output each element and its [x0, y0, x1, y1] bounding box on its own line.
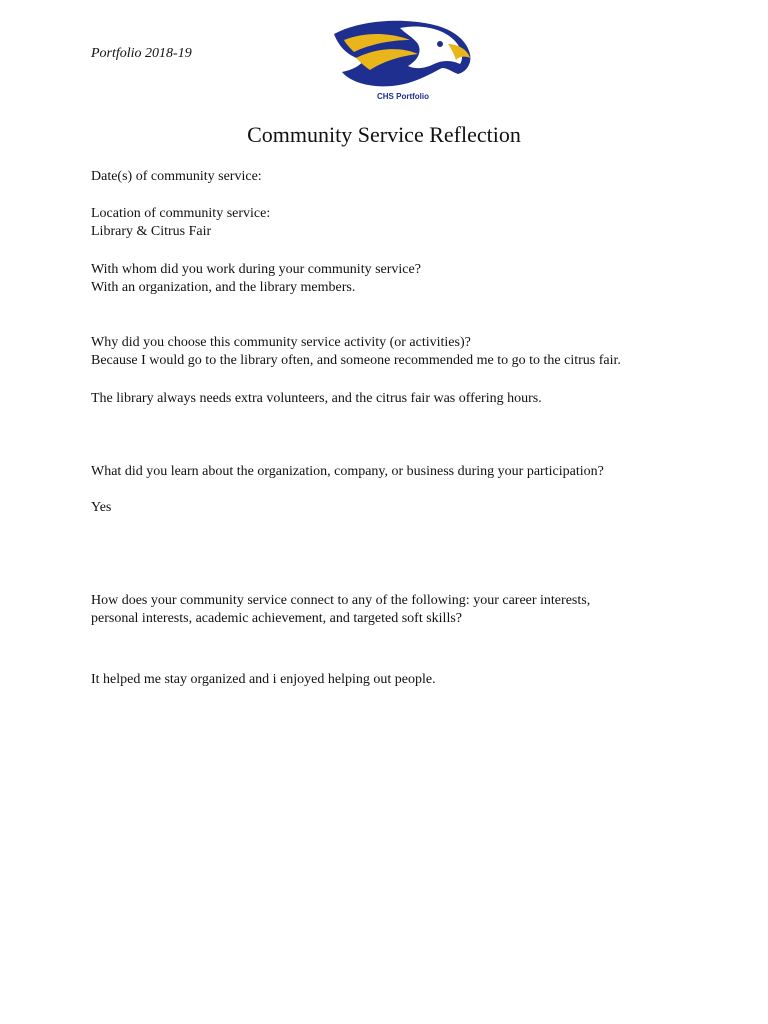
logo-caption: CHS Portfolio — [377, 92, 429, 101]
portfolio-year-label: Portfolio 2018-19 — [91, 46, 192, 61]
question-reason-answer-2: The library always needs extra volunteers, and the citrus fair was offering hours. — [91, 391, 542, 406]
question-partners-answer: With an organization, and the library members. — [91, 280, 356, 295]
question-reason-prompt: Why did you choose this community service activity (or activities)? — [91, 335, 471, 350]
question-location-prompt: Location of community service: — [91, 206, 271, 221]
eagle-logo — [330, 14, 476, 106]
question-connection-prompt-line-1: How does your community service connect to any of the following: your career interests, — [91, 593, 591, 608]
question-location-answer: Library & Citrus Fair — [91, 224, 212, 239]
eagle-head-icon — [330, 14, 476, 94]
question-learned-prompt: What did you learn about the organization, company, or business during your participation? — [91, 464, 604, 479]
question-connection-prompt-line-2: personal interests, academic achievement, and targeted soft skills? — [91, 611, 462, 626]
question-connection-answer: It helped me stay organized and i enjoyed helping out people. — [91, 672, 436, 687]
question-partners-prompt: With whom did you work during your community service? — [91, 262, 421, 277]
question-learned-answer: Yes — [91, 500, 112, 515]
question-dates-prompt: Date(s) of community service: — [91, 169, 262, 184]
question-reason-answer: Because I would go to the library often, and someone recommended me to go to the citrus fair. — [91, 353, 621, 368]
page-title: Community Service Reflection — [247, 122, 521, 147]
